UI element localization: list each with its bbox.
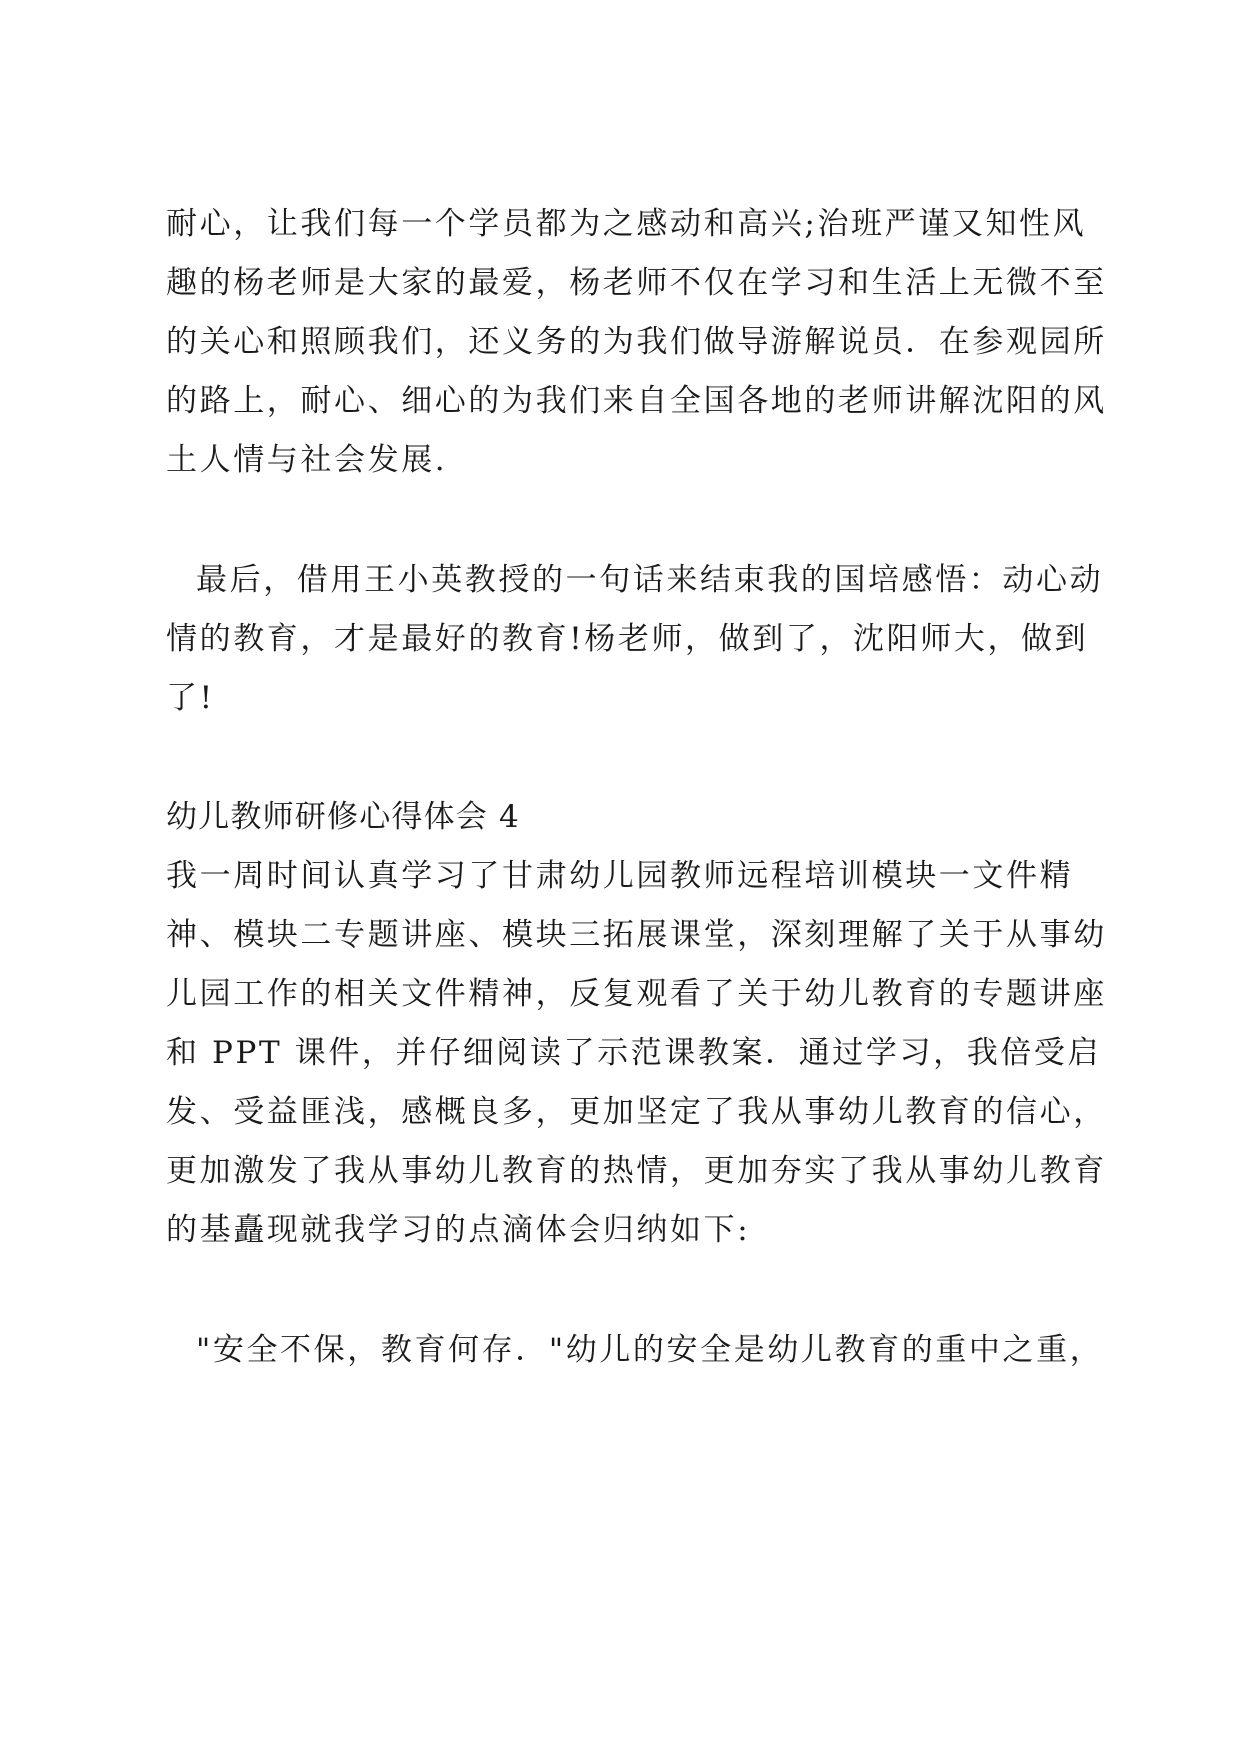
paragraph-2-line-3: 了! xyxy=(166,680,215,716)
paragraph-3-line-4: 和 PPT 课件，并仔细阅读了示范课教案．通过学习，我倍受启 xyxy=(166,1035,1102,1071)
paragraph-4-line-1: "安全不保，教育何存．"幼儿的安全是幼儿教育的重中之重， xyxy=(196,1332,1104,1368)
paragraph-3-line-1: 我一周时间认真学习了甘肃幼儿园教师远程培训模块一文件精 xyxy=(166,858,1074,894)
paragraph-3-line-5: 发、受益匪浅，感概良多，更加坚定了我从事幼儿教育的信心， xyxy=(166,1094,1107,1130)
paragraph-1-line-1: 耐心，让我们每一个学员都为之感动和高兴;治班严谨又知性风 xyxy=(166,206,1087,242)
paragraph-1-line-5: 土人情与社会发展. xyxy=(166,442,448,478)
paragraph-1-line-2: 趣的杨老师是大家的最爱，杨老师不仅在学习和生活上无微不至 xyxy=(166,265,1107,301)
paragraph-1-line-3: 的关心和照顾我们，还义务的为我们做导游解说员．在参观园所 xyxy=(166,324,1107,360)
paragraph-2-line-2: 情的教育，才是最好的教育!杨老师，做到了，沈阳师大，做到 xyxy=(166,621,1089,657)
paragraph-3-line-6: 更加激发了我从事幼儿教育的热情，更加夯实了我从事幼儿教育 xyxy=(166,1153,1107,1189)
section-heading: 幼儿教师研修心得体会 4 xyxy=(166,799,520,835)
paragraph-1-line-4: 的路上，耐心、细心的为我们来自全国各地的老师讲解沈阳的风 xyxy=(166,383,1107,419)
paragraph-3-line-7: 的基矗现就我学习的点滴体会归纳如下: xyxy=(166,1212,751,1248)
paragraph-3-line-2: 神、模块二专题讲座、模块三拓展课堂，深刻理解了关于从事幼 xyxy=(166,917,1107,953)
paragraph-3-line-3: 儿园工作的相关文件精神，反复观看了关于幼儿教育的专题讲座 xyxy=(166,976,1107,1012)
paragraph-2-line-1: 最后，借用王小英教授的一句话来结束我的国培感悟：动心动 xyxy=(196,562,1104,598)
